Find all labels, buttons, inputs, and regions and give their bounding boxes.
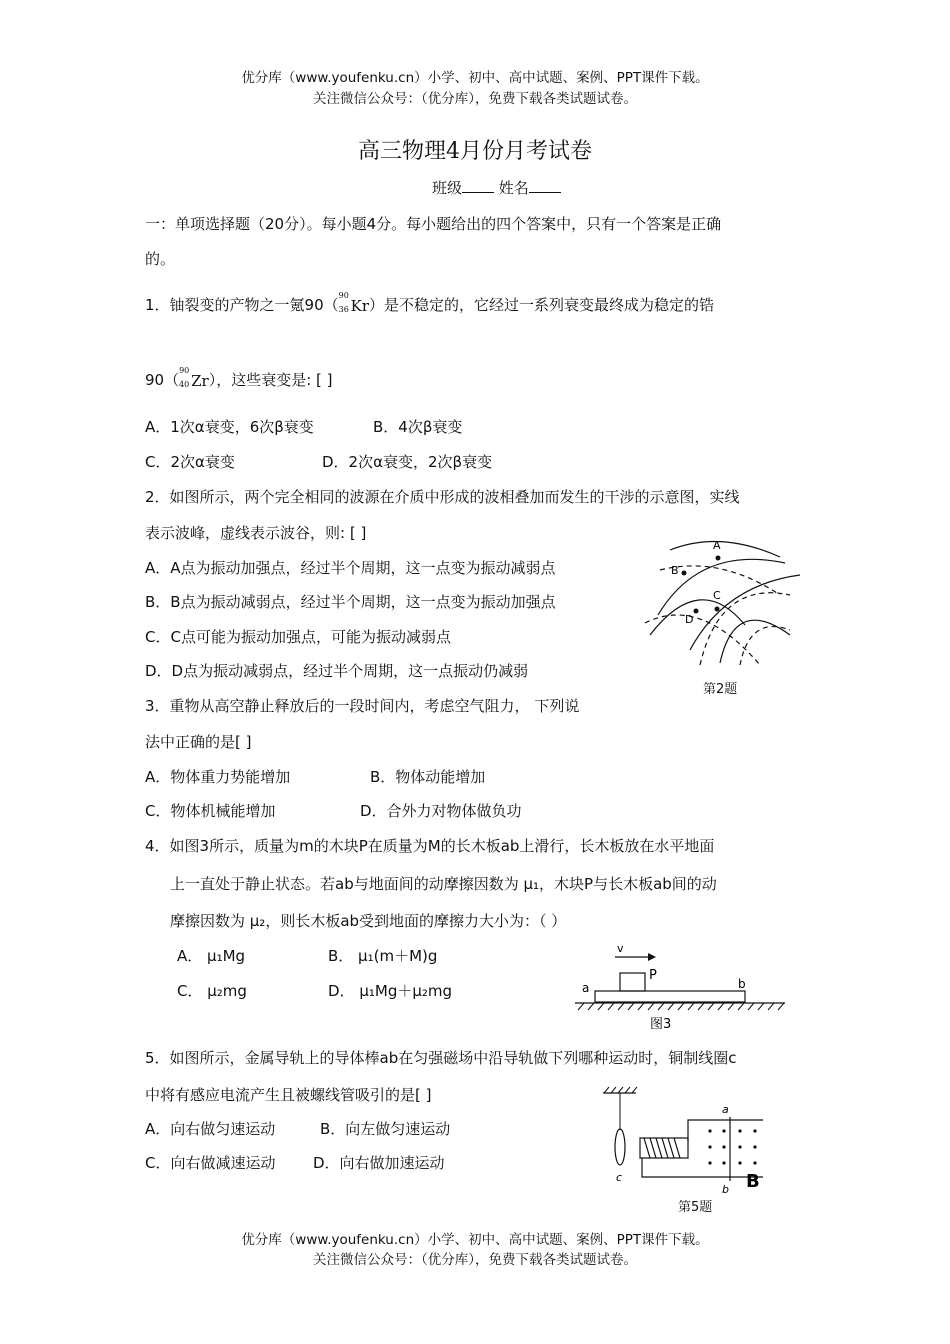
q4-option-c: C． μ₂mg — [177, 982, 247, 1000]
q1-text-b: ）是不稳定的，它经过一系列衰变最终成为稳定的锆 — [369, 296, 715, 314]
kr-mass: 90 — [338, 290, 349, 300]
q4-caption: 图3 — [650, 1017, 672, 1032]
header-line-1: 优分库（www.youfenku.cn）小学、初中、高中试题、案例、PPT课件下载。 — [241, 70, 709, 86]
q1-text-c: 90（ — [145, 371, 180, 389]
header-line-2: 关注微信公众号：（优分库），免费下载各类试题试卷。 — [313, 91, 637, 107]
coil-c — [615, 1129, 625, 1165]
label-field-b: B — [746, 1171, 760, 1192]
q1-option-a: A．1次α衰变，6次β衰变 — [145, 418, 314, 436]
q5-option-d: D．向右做加速运动 — [313, 1154, 445, 1172]
point-a — [716, 556, 721, 561]
q4-line-3: 摩擦因数为 μ₂，则长木板ab受到地面的摩擦力大小为：（ ） — [170, 912, 567, 930]
q1-option-c: C．2次α衰变 — [145, 453, 235, 471]
q2-option-d: D．D点为振动减弱点，经过半个周期，这一点振动仍减弱 — [145, 662, 529, 680]
point-c — [715, 607, 720, 612]
name-label: 姓名 — [498, 179, 529, 197]
q4-board-figure — [570, 940, 790, 1035]
q3-option-c: C．物体机械能增加 — [145, 802, 276, 820]
q3-line-1: 3．重物从高空静止释放后的一段时间内，考虑空气阻力， 下列说 — [145, 697, 580, 715]
point-b — [682, 571, 687, 576]
q3-option-b: B．物体动能增加 — [370, 768, 486, 786]
q2-line-2: 表示波峰，虚线表示波谷，则: [ ] — [145, 524, 367, 542]
class-name-row — [432, 177, 561, 198]
q1-option-b: B．4次β衰变 — [373, 418, 463, 436]
section1-line-2: 的。 — [145, 250, 176, 268]
q4-option-a: A． μ₁Mg — [177, 947, 246, 965]
q2-option-a: A．A点为振动加强点，经过半个周期，这一点变为振动减弱点 — [145, 559, 556, 577]
q5-solenoid-figure — [598, 1085, 773, 1195]
zr-symbol: Zr — [191, 371, 209, 390]
class-label: 班级 — [432, 179, 463, 197]
q1-option-d: D．2次α衰变，2次β衰变 — [322, 453, 493, 471]
q5-line-2: 中将有感应电流产生且被螺线管吸引的是[ ] — [145, 1086, 432, 1104]
label-b: b — [738, 977, 746, 991]
kr-atomic: 36 — [338, 304, 349, 314]
class-blank — [462, 178, 494, 193]
label-c: c — [616, 1171, 623, 1184]
q2-interference-figure — [640, 535, 805, 675]
q3-option-d: D．合外力对物体做负功 — [360, 802, 522, 820]
zr-mass: 90 — [179, 365, 190, 375]
q1-line-1 — [145, 290, 715, 315]
footer-line-2: 关注微信公众号：（优分库），免费下载各类试题试卷。 — [313, 1252, 637, 1268]
q5-caption: 第5题 — [678, 1200, 713, 1215]
q4-option-b: B． μ₁(m＋M)g — [328, 947, 438, 965]
q4-line-2: 上一直处于静止状态。若ab与地面间的动摩擦因数为 μ₁，木块P与长木板ab间的动 — [170, 875, 717, 893]
q2-line-1: 2．如图所示，两个完全相同的波源在介质中形成的波相叠加而发生的干涉的示意图，实线 — [145, 488, 740, 506]
zr-isotope — [179, 365, 209, 390]
footer-line-1: 优分库（www.youfenku.cn）小学、初中、高中试题、案例、PPT课件下载。 — [241, 1232, 709, 1248]
label-a: a — [582, 981, 590, 995]
q4-line-1: 4．如图3所示，质量为m的木块P在质量为M的长木板ab上滑行，长木板放在水平地面 — [145, 837, 715, 855]
kr-symbol: Kr — [350, 296, 370, 315]
q2-option-b: B．B点为振动减弱点，经过半个周期，这一点变为振动加强点 — [145, 593, 556, 611]
label-b: b — [722, 1183, 729, 1195]
zr-atomic: 40 — [179, 379, 190, 389]
q5-option-b: B．向左做匀速运动 — [320, 1120, 451, 1138]
q5-option-a: A．向右做匀速运动 — [145, 1120, 276, 1138]
q5-line-1: 5．如图所示，金属导轨上的导体棒ab在匀强磁场中沿导轨做下列哪种运动时，铜制线圈c — [145, 1049, 737, 1067]
q1-line-2 — [145, 365, 333, 390]
block-p — [620, 973, 645, 991]
q1-text-d: ），这些衰变是: [ ] — [208, 371, 333, 389]
q2-caption: 第2题 — [703, 682, 738, 697]
label-v: v — [617, 942, 624, 955]
label-d: D — [685, 613, 694, 626]
page-title: 高三物理4月份月考试卷 — [358, 139, 592, 164]
q2-option-c: C．C点可能为振动加强点，可能为振动减弱点 — [145, 628, 451, 646]
label-b: B — [671, 564, 679, 577]
board-ab — [595, 991, 745, 1002]
label-c: C — [713, 589, 721, 602]
point-d — [694, 609, 699, 614]
section1-line-1: 一：单项选择题（20分）。每小题4分。每小题给出的四个答案中，只有一个答案是正确 — [145, 215, 722, 233]
kr-isotope — [338, 290, 370, 315]
q1-text-a: 1．铀裂变的产物之一氪90（ — [145, 296, 339, 314]
label-a: a — [722, 1103, 729, 1116]
q3-line-2: 法中正确的是[ ] — [145, 733, 252, 751]
label-a: A — [713, 539, 721, 552]
q5-option-c: C．向右做减速运动 — [145, 1154, 276, 1172]
q4-option-d: D． μ₁Mg＋μ₂mg — [328, 982, 453, 1000]
label-p: P — [649, 968, 657, 983]
name-blank — [529, 178, 561, 193]
q3-option-a: A．物体重力势能增加 — [145, 768, 291, 786]
